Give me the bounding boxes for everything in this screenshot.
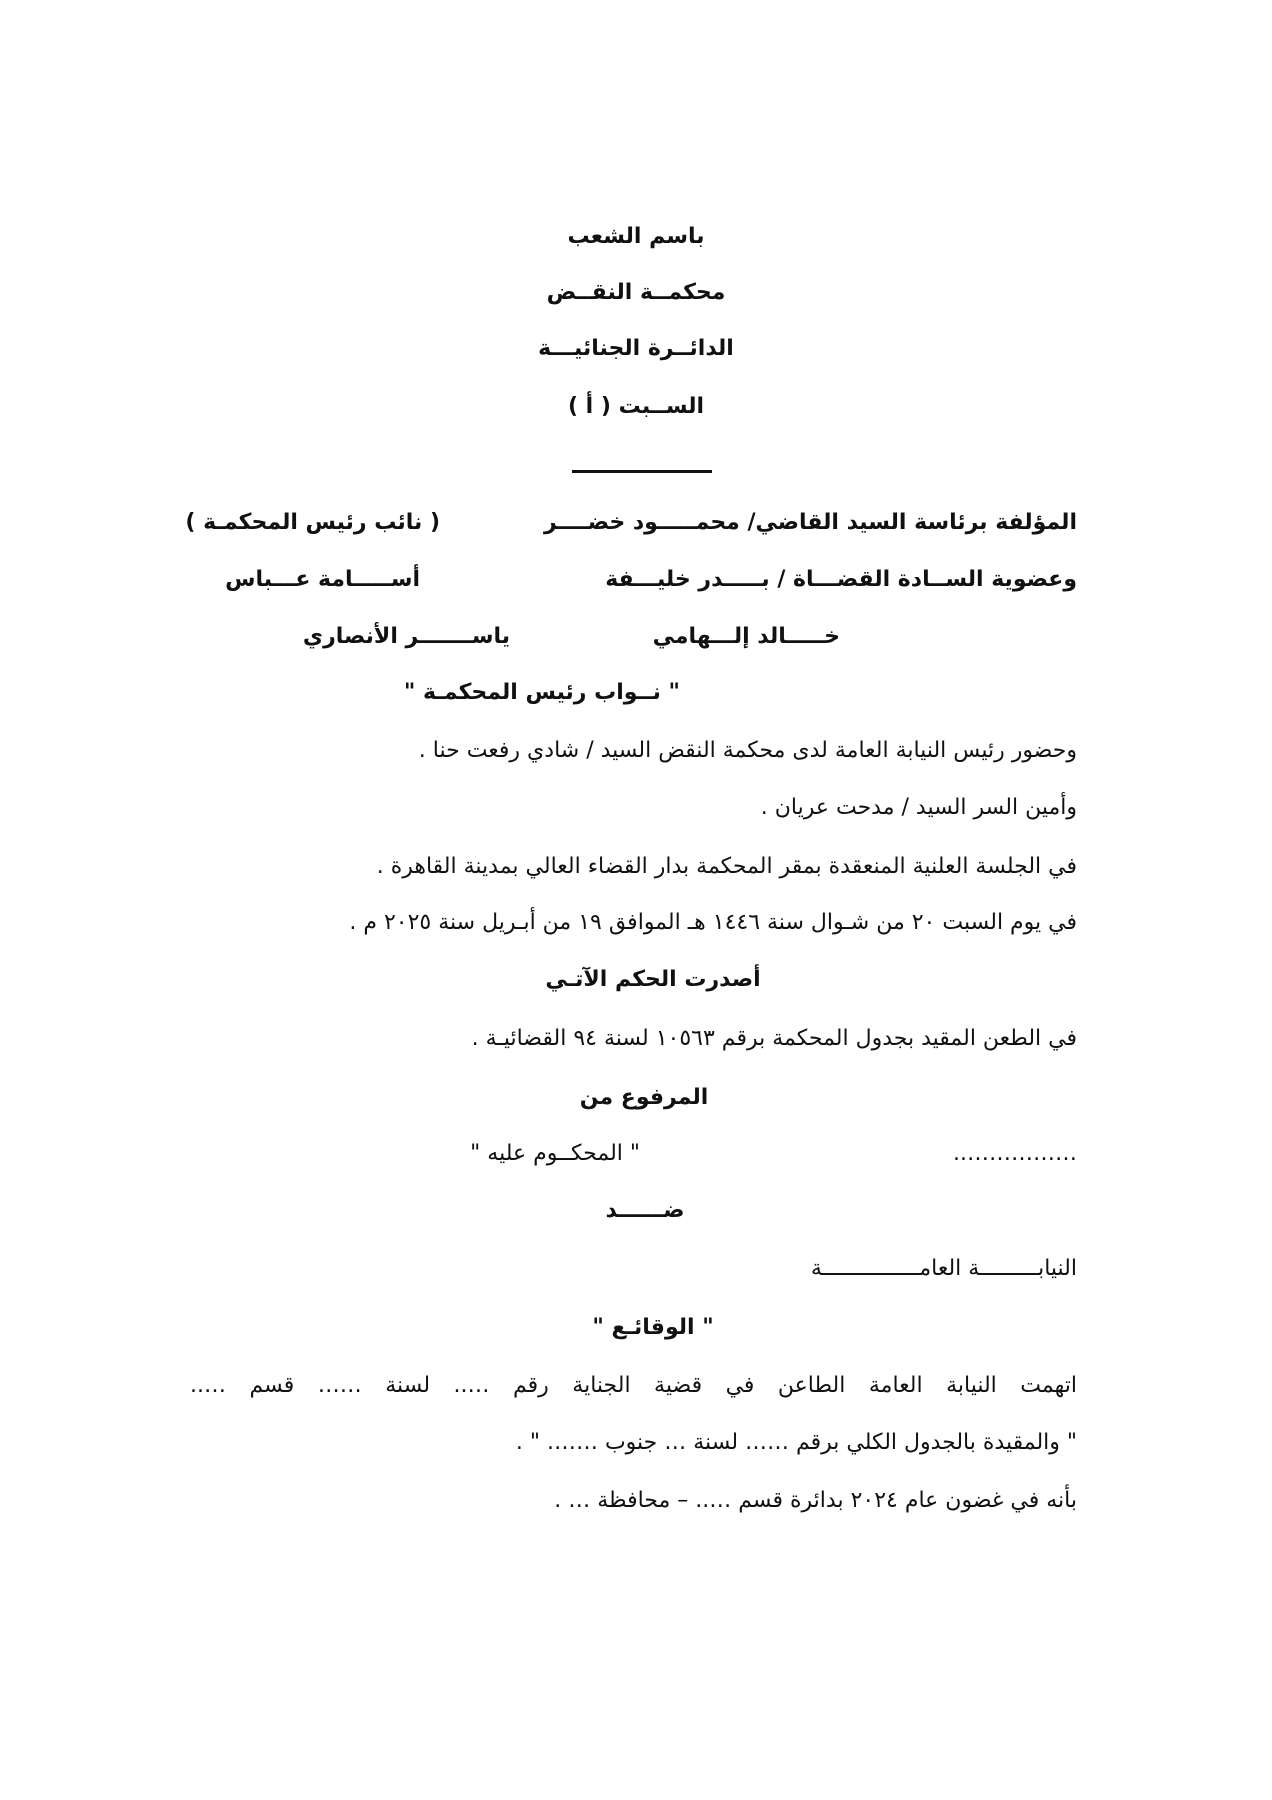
facts-paragraph-line-2: " والمقيدة بالجدول الكلي برقم …… لسنة … جنوب ……. " . bbox=[515, 1430, 1077, 1455]
panel-member-2: أســـــامة عـــباس bbox=[225, 567, 420, 592]
appellant-placeholder: …………….. bbox=[953, 1141, 1077, 1166]
facts-paragraph-line-1: اتهمت النيابة العامة الطاعن في قضية الجناية رقم ….. لسنة …… قسم ….. bbox=[190, 1373, 1077, 1398]
respondent-name: النيابـــــــــة العامـــــــــــــــة bbox=[810, 1256, 1077, 1281]
facts-paragraph-line-3: بأنه في غضون عام ٢٠٢٤ بدائرة قسم ….. – محافظة … . bbox=[554, 1488, 1077, 1513]
attendance-session: في الجلسة العلنية المنعقدة بمقر المحكمة بدار القضاء العالي بمدينة القاهرة . bbox=[376, 854, 1077, 879]
panel-member-4: ياســـــــر الأنصاري bbox=[302, 624, 510, 649]
header-in-the-name-of-the-people: باسم الشعب bbox=[567, 224, 705, 249]
attendance-prosecutor: وحضور رئيس النيابة العامة لدى محكمة النقض السيد / شادي رفعت حنا . bbox=[418, 738, 1077, 763]
panel-presiding-title: ( نائب رئيس المحكمـة ) bbox=[185, 510, 440, 535]
header-divider bbox=[572, 470, 712, 473]
judgment-appeal-number: في الطعن المقيد بجدول المحكمة برقم ١٠٥٦٣ لسنة ٩٤ القضائيـة . bbox=[471, 1026, 1077, 1051]
facts-heading: " الوقائـع " bbox=[592, 1315, 714, 1340]
header-day-circuit: الســبت ( أ ) bbox=[567, 394, 705, 419]
appellant-role: " المحكــوم عليه " bbox=[470, 1141, 640, 1166]
versus-heading: ضــــــد bbox=[605, 1198, 685, 1223]
header-court-name: محكمــة النقــض bbox=[546, 280, 726, 305]
panel-member-3: خـــــالد إلـــهامي bbox=[652, 624, 840, 649]
panel-members-title: " نــواب رئيس المحكمـة " bbox=[403, 680, 680, 705]
filed-by-heading: المرفوع من bbox=[579, 1085, 709, 1110]
panel-members-intro: وعضوية الســادة القضـــاة / بـــــدر خليـــفة bbox=[605, 567, 1077, 592]
panel-presiding-judge: المؤلفة برئاسة السيد القاضي/ محمـــــود خضــــر bbox=[543, 510, 1077, 535]
judgment-heading: أصدرت الحكم الآتـي bbox=[545, 967, 761, 992]
attendance-clerk: وأمين السر السيد / مدحت عريان . bbox=[760, 795, 1077, 820]
header-criminal-circuit: الدائــرة الجنائيـــة bbox=[538, 336, 734, 361]
attendance-date: في يوم السبت ٢٠ من شـوال سنة ١٤٤٦ هـ الموافق ١٩ من أبـريل سنة ٢٠٢٥ م . bbox=[349, 910, 1077, 935]
